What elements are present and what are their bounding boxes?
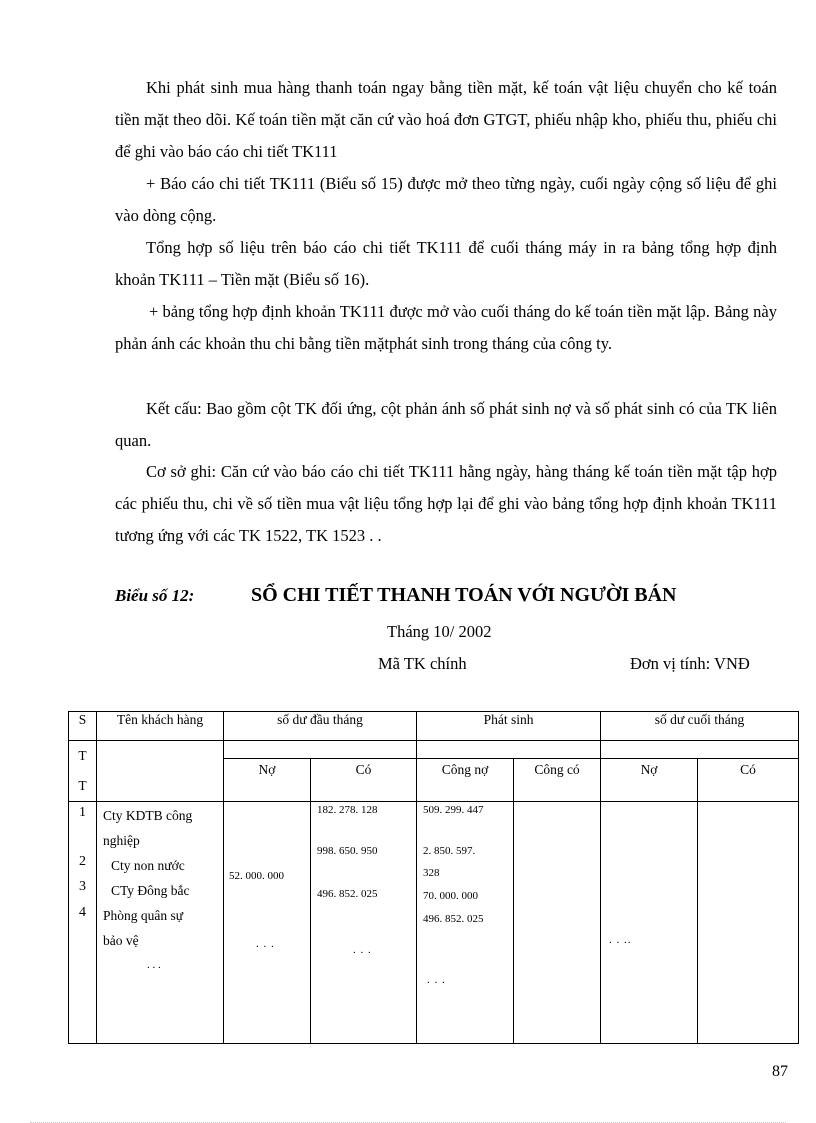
form-label: Biểu số 12: (115, 586, 195, 605)
month-label: Tháng 10/ 2002 (387, 622, 492, 641)
arising-spacer (417, 741, 601, 759)
supplier-ledger-table (68, 711, 799, 1044)
arising-debit-ellipsis: . . . (427, 974, 446, 986)
opening-spacer (224, 741, 417, 759)
form-title-row (115, 584, 795, 614)
customer-header-blank (97, 741, 224, 802)
opening-debit-value: 52. 000. 000 (229, 870, 284, 882)
customer-name: nghiệp (103, 833, 140, 848)
arising-credit-cell (514, 802, 601, 1044)
opening-credit-value: 998. 650. 950 (317, 845, 378, 857)
customer-names-cell (97, 802, 224, 1044)
closing-debit-header: Nợ (601, 759, 698, 802)
stt-cell: 1 2 3 4 (69, 802, 97, 1044)
customer-header: Tên khách hàng (97, 712, 224, 741)
customer-name: Cty KDTB công (103, 808, 193, 823)
arising-debit-value: 2. 850. 597. (423, 845, 476, 857)
opening-credit-ellipsis: . . . (353, 944, 372, 956)
stt-header-continued: T T (69, 741, 97, 802)
arising-debit-value: 328 (423, 867, 440, 879)
opening-credit-value: 496. 852. 025 (317, 888, 378, 900)
arising-debit-header: Công nợ (417, 759, 514, 802)
closing-credit-cell (698, 802, 799, 1044)
closing-spacer (601, 741, 799, 759)
customer-name: CTy Đông bắc (111, 883, 190, 898)
opening-credit-header: Có (311, 759, 417, 802)
closing-debit-cell (601, 802, 698, 1044)
paragraph-1: Khi phát sinh mua hàng thanh toán ngay bằng tiền mặt, kế toán vật liệu chuyển cho kế toán tiền mặt theo dõi. Kế toán tiền mặt căn cứ vào hoá đơn GTGT, phiếu nhập kho, phiếu thu, phiếu chi để ghi vào báo cáo chi tiết TK111 (115, 78, 777, 161)
unit-label: Đơn vị tính: VNĐ (630, 654, 750, 673)
paragraph-3: Tổng hợp số liệu trên báo cáo chi tiết TK111 để cuối tháng máy in ra bảng tổng hợp định khoản TK111 – Tiền mặt (Biểu số 16). (115, 238, 777, 289)
paragraph-4: + bảng tổng hợp định khoản TK111 được mở vào cuối tháng do kế toán tiền mặt lập. Bảng này phản ánh các khoản thu chi bằng tiền mặtphát sinh trong tháng của công ty. (115, 302, 777, 353)
opening-credit-cell (311, 802, 417, 1044)
paragraph-5: Kết cấu: Bao gồm cột TK đối ứng, cột phản ánh số phát sinh nợ và số phát sinh có của TK liên quan. (115, 399, 777, 450)
customer-name: Phòng quân sự (103, 908, 184, 923)
customer-ellipsis: . . . (147, 959, 161, 971)
closing-debit-ellipsis: . . .. (609, 934, 632, 946)
document-title: SỔ CHI TIẾT THANH TOÁN VỚI NGƯỜI BÁN (251, 584, 677, 606)
opening-debit-ellipsis: . . . (256, 938, 275, 950)
closing-balance-header: số dư cuối tháng (601, 712, 799, 741)
closing-credit-header: Có (698, 759, 799, 802)
opening-debit-header: Nợ (224, 759, 311, 802)
account-label: Mã TK chính (378, 654, 467, 673)
customer-name: bảo vệ (103, 933, 139, 948)
arising-header: Phát sinh (417, 712, 601, 741)
arising-debit-value: 509. 299. 447 (423, 804, 484, 816)
arising-debit-value: 496. 852. 025 (423, 913, 484, 925)
arising-debit-value: 70. 000. 000 (423, 890, 478, 902)
opening-credit-value: 182. 278. 128 (317, 804, 378, 816)
page-number: 87 (772, 1063, 788, 1080)
arising-debit-cell (417, 802, 514, 1044)
customer-name: Cty non nước (111, 858, 185, 873)
opening-balance-header: số dư đầu tháng (224, 712, 417, 741)
opening-debit-cell (224, 802, 311, 1044)
paragraph-6: Cơ sở ghi: Căn cứ vào báo cáo chi tiết TK111 hằng ngày, hàng tháng kế toán tiền mặt tập hợp các phiếu thu, chi về số tiền mua vật liệu tổng hợp lại để ghi vào bảng tổng hợp định khoản TK111 tương ứng với các TK 1522, TK 1523 . . (115, 462, 777, 545)
stt-header: S (69, 712, 97, 741)
arising-credit-header: Công có (514, 759, 601, 802)
paragraph-2: + Báo cáo chi tiết TK111 (Biểu số 15) được mở theo từng ngày, cuối ngày cộng số liệu để ghi vào dòng cộng. (115, 174, 777, 225)
